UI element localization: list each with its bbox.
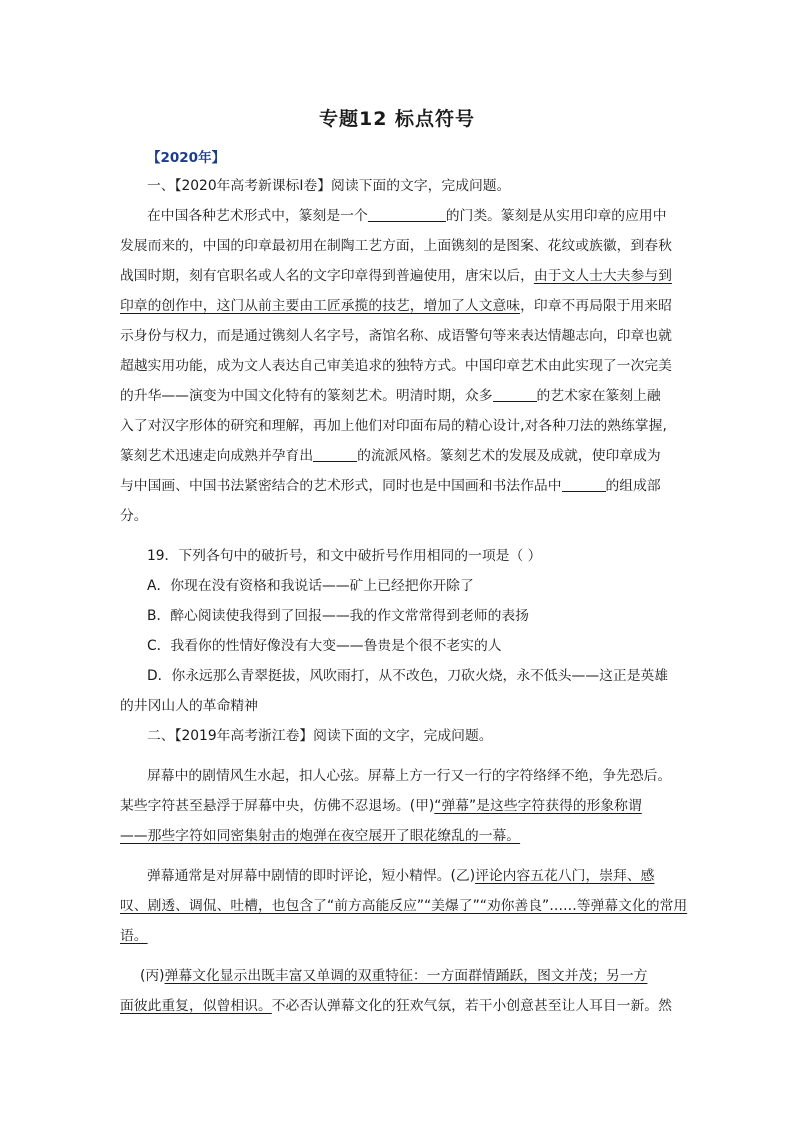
underlined-sentence: ——那些字符如同密集射击的炮弹在夜空展开了眼花缭乱的一幕。	[120, 828, 521, 844]
underlined-sentence: 由于文人士大夫参与到	[533, 268, 672, 284]
q1-heading: 一、【2020年高考新课标Ⅰ卷】阅读下面的文字，完成问题。	[147, 178, 511, 194]
page-title: 专题12 标点符号	[318, 108, 476, 130]
q1-passage-line: 示身份与权力，而是通过镌刻人名字号，斋馆名称、成语警句等来表达情趣志向，印章也就	[120, 328, 672, 344]
option-d: D．你永远那么青翠挺拔，风吹雨打，从不改色，刀砍火烧，永不低头——这正是英雄	[147, 668, 669, 684]
q2-passage-line	[120, 896, 687, 916]
q1-passage-line: 印章的创作中，这门从前主要由工匠承揽的技艺，增加了人文意味，印章不再局限于用来昭	[120, 298, 672, 314]
fill-blank	[562, 477, 606, 492]
option-a: A．你现在没有资格和我说话——矿上已经把你开除了	[147, 578, 474, 594]
q2-passage-line: 某些字符甚至悬浮于屏幕中央，仿佛不忍退场。(甲)“弹幕”是这些字符获得的形象称谓	[120, 798, 642, 814]
underlined-sentence: 面彼此重复，似曾相识。	[120, 998, 272, 1014]
underlined-sentence: “弹幕”是这些字符获得的形象称谓	[434, 798, 642, 814]
q2-passage-line: 弹幕通常是对屏幕中剧情的即时评论，短小精悍。(乙)评论内容五花八门，崇拜、感	[147, 868, 655, 884]
q1-passage-line: 篆刻艺术迅速走向成熟并孕育出 的流派风格。篆刻艺术的发展及成就，使印章成为	[120, 448, 661, 464]
year-tag: 【2020年】	[147, 150, 226, 166]
q1-passage-line: 发展而来的，中国的印章最初用在制陶工艺方面，上面镌刻的是图案、花纹或族徽，到春秋	[120, 238, 672, 254]
q1-passage-line: 在中国各种艺术形式中，篆刻是一个 的门类。篆刻是从实用印章的应用中	[147, 208, 667, 224]
q2-passage-line: (丙)弹幕文化显示出既丰富又单调的双重特征：一方面群情踊跃，图文并茂；另一方	[140, 968, 648, 984]
q1-question: 19．下列各句中的破折号，和文中破折号作用相同的一项是（ ）	[147, 548, 542, 564]
q1-passage-line: 超越实用功能，成为文人表达自己审美追求的独特方式。中国印章艺术由此实现了一次完美	[120, 358, 672, 374]
fill-blank	[368, 207, 446, 222]
underlined-sentence: 叹、剧透、调侃、吐槽，也包含了“前方高能反应”“美爆了”“劝你善良”……等弹幕文化的常用	[120, 898, 688, 914]
underlined-sentence: 评论内容五花八门，崇拜、感	[475, 868, 655, 884]
fill-blank	[493, 387, 537, 402]
option-b: B．醉心阅读使我得到了回报——我的作文常常得到老师的表扬	[147, 608, 529, 624]
q1-passage-line: 分。	[120, 508, 148, 524]
fill-blank	[313, 447, 357, 462]
underlined-sentence: 印章的创作中，这门从前主要由工匠承揽的技艺，增加了人文意味	[120, 298, 521, 314]
q1-passage-line: 入了对汉字形体的研究和理解，再加上他们对印面布局的精心设计,对各种刀法的熟练掌握,	[120, 418, 667, 434]
q2-passage-line	[120, 926, 148, 946]
q1-passage-line: 与中国画、中国书法紧密结合的艺术形式，同时也是中国画和书法作品中 的组成部	[120, 478, 661, 494]
option-c: C．我看你的性情好像没有大变——鲁贵是个很不老实的人	[147, 638, 502, 654]
q2-passage-line	[120, 826, 520, 846]
q2-heading: 二、【2019年高考浙江卷】阅读下面的文字，完成问题。	[147, 728, 493, 744]
underlined-sentence: 语。	[120, 928, 148, 944]
q2-passage-line: 面彼此重复，似曾相识。不必否认弹幕文化的狂欢气氛，若干小创意甚至让人耳目一新。然	[120, 998, 672, 1014]
q2-passage-line: 屏幕中的剧情风生水起，扣人心弦。屏幕上方一行又一行的字符络绎不绝，争先恐后。	[147, 768, 672, 784]
q1-passage-line: 的升华——演变为中国文化特有的篆刻艺术。明清时期，众多 的艺术家在篆刻上融	[120, 388, 661, 404]
q1-passage-line: 战国时期，刻有官职名或人名的文字印章得到普遍使用，唐宋以后，由于文人士大夫参与到	[120, 268, 672, 284]
underlined-sentence: 弹幕文化显示出既丰富又单调的双重特征：一方面群情踊跃，图文并茂；另一方	[164, 968, 648, 984]
option-d-cont: 的井冈山人的革命精神	[120, 698, 258, 714]
